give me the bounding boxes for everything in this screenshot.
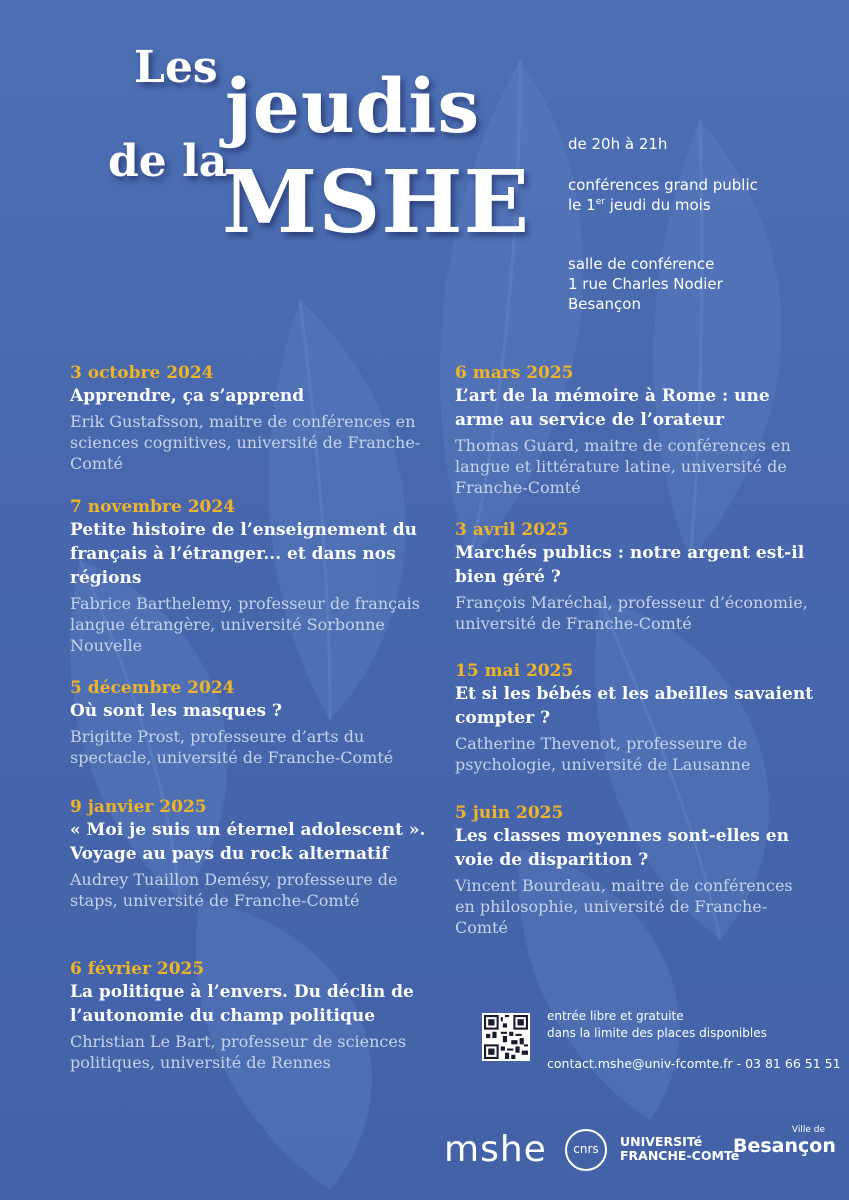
universite-franche-comte-logo: UNIVERSITé FRANCHE-COMTé [620,1134,740,1163]
event-date: 3 octobre 2024 [70,363,214,383]
format-line-1: conférences grand public [568,176,758,194]
event-item [70,496,430,656]
time-info [568,134,667,154]
event-title: Où sont les masques ? [70,701,282,721]
event-item [70,796,430,911]
event-title: L’art de la mémoire à Rome : une arme au service de l’orateur [455,386,770,430]
venue-line-1: salle de conférence [568,255,715,273]
event-date: 3 avril 2025 [455,520,569,540]
event-title: Les classes moyennes sont-elles en voie de disparition ? [455,826,789,870]
event-speaker: Vincent Bourdeau, maitre de conférences en philosophie, université de Franche-Comté [455,876,793,937]
event-date: 9 janvier 2025 [70,797,207,817]
event-item [70,958,430,1073]
event-title: Et si les bébés et les abeilles savaient compter ? [455,684,814,728]
ville-besancon-logo: Ville de Besançon [733,1125,836,1157]
event-speaker: Audrey Tuaillon Demésy, professeure de staps, université de Franche-Comté [70,870,398,910]
event-speaker: Thomas Guard, maitre de conférences en langue et littérature latine, université de Franche-Comté [455,436,791,497]
event-title: La politique à l’envers. Du déclin de l’autonomie du champ politique [70,982,414,1026]
event-date: 5 juin 2025 [455,803,564,823]
event-title: Apprendre, ça s’apprend [70,386,305,406]
cnrs-logo: cnrs [565,1129,607,1171]
event-date: 6 février 2025 [70,959,205,979]
title-jeudis: jeudis [225,64,481,150]
event-item [70,677,430,768]
event-title: « Moi je suis un éternel adolescent ». Voyage au pays du rock alternatif [70,820,426,864]
title-mshe: MSHE [222,152,531,253]
title-les: Les [134,42,218,93]
mshe-logo: mshe [444,1129,547,1170]
event-date: 7 novembre 2024 [70,497,236,517]
title-de-la: de la [108,136,228,187]
contact-text[interactable]: contact.mshe@univ-fcomte.fr - 03 81 66 51 51 [547,1056,841,1071]
event-speaker: Fabrice Barthelemy, professeur de français langue étrangère, université Sorbonne Nouvelle [70,594,420,655]
footer-info [547,1008,841,1072]
event-date: 15 mai 2025 [455,661,574,681]
event-speaker: Erik Gustafsson, maitre de conférences en sciences cognitives, université de Franche-Comté [70,412,421,473]
event-item [455,519,815,634]
format-info [568,175,758,215]
event-speaker: François Maréchal, professeur d’économie, université de Franche-Comté [455,593,808,633]
event-title: Marchés publics : notre argent est-il bien géré ? [455,543,805,587]
partner-logos [0,1125,849,1175]
qr-code-icon[interactable] [482,1013,530,1061]
time-text: de 20h à 21h [568,135,668,153]
entry-line-1: entrée libre et gratuite [547,1009,684,1023]
event-date: 6 mars 2025 [455,363,574,383]
event-speaker: Brigitte Prost, professeure d’arts du spectacle, université de Franche-Comté [70,727,394,767]
format-line-2: le 1er jeudi du mois [568,196,711,214]
event-date: 5 décembre 2024 [70,678,235,698]
event-item [70,362,430,474]
event-speaker: Christian Le Bart, professeur de sciences politiques, université de Rennes [70,1032,407,1072]
event-speaker: Catherine Thevenot, professeure de psychologie, université de Lausanne [455,734,751,774]
event-item [455,660,815,775]
entry-line-2: dans la limite des places disponibles [547,1026,767,1040]
venue-line-3: Besançon [568,295,641,313]
venue-line-2: 1 rue Charles Nodier [568,275,723,293]
venue-info [568,254,723,314]
event-item [455,802,815,938]
event-title: Petite histoire de l’enseignement du français à l’étranger... et dans nos régions [70,520,418,588]
event-item [455,362,815,498]
